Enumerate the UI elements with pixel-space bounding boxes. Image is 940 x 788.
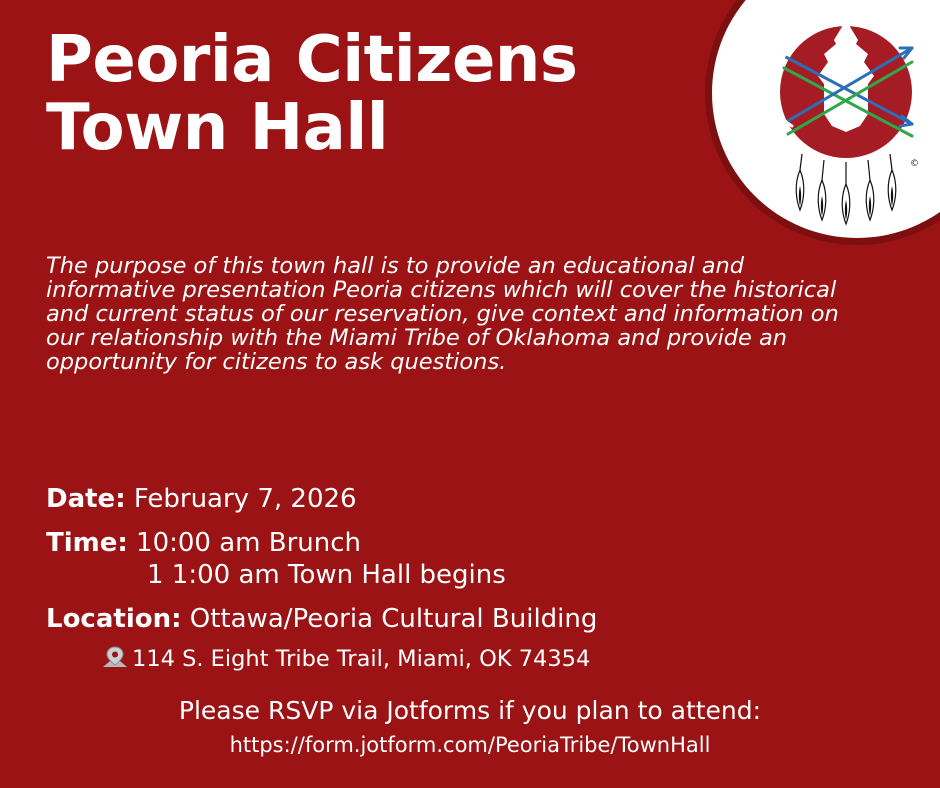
address-text: 114 S. Eight Tribe Trail, Miami, OK 74354 [132, 646, 591, 672]
tribe-logo [712, 0, 940, 238]
date-value: February 7, 2026 [133, 484, 357, 514]
location-label: Location: [46, 604, 182, 634]
map-pin-icon [100, 645, 130, 669]
time-value-townhall: 1 1:00 am Town Hall begins [147, 560, 506, 590]
purpose-text: The purpose of this town hall is to provide an educational and informative presentation Peoria citizens which will cover the historical and current status of our reservation, give context and information on our relationship with the Miami Tribe of Oklahoma and provide an opportunity for citizens to ask questions. [46, 253, 839, 375]
rsvp-text: Please RSVP via Jotforms if you plan to attend: [178, 696, 762, 725]
rsvp-url-link[interactable]: https://form.jotform.com/PeoriaTribe/TownHall [229, 733, 711, 757]
time-row [46, 528, 361, 558]
date-label: Date: [46, 484, 126, 514]
address-row [100, 644, 590, 674]
date-row [46, 484, 357, 514]
title-line-1: Peoria Citizens [46, 23, 578, 97]
time-label: Time: [46, 528, 128, 558]
title-line-2: Town Hall [46, 91, 389, 165]
page-title [46, 23, 686, 165]
copyright-mark: © [910, 159, 919, 169]
location-value: Ottawa/Peoria Cultural Building [189, 604, 598, 634]
location-row [46, 604, 597, 634]
tribe-seal-icon [712, 0, 940, 238]
time-value-brunch: 10:00 am Brunch [136, 528, 362, 558]
